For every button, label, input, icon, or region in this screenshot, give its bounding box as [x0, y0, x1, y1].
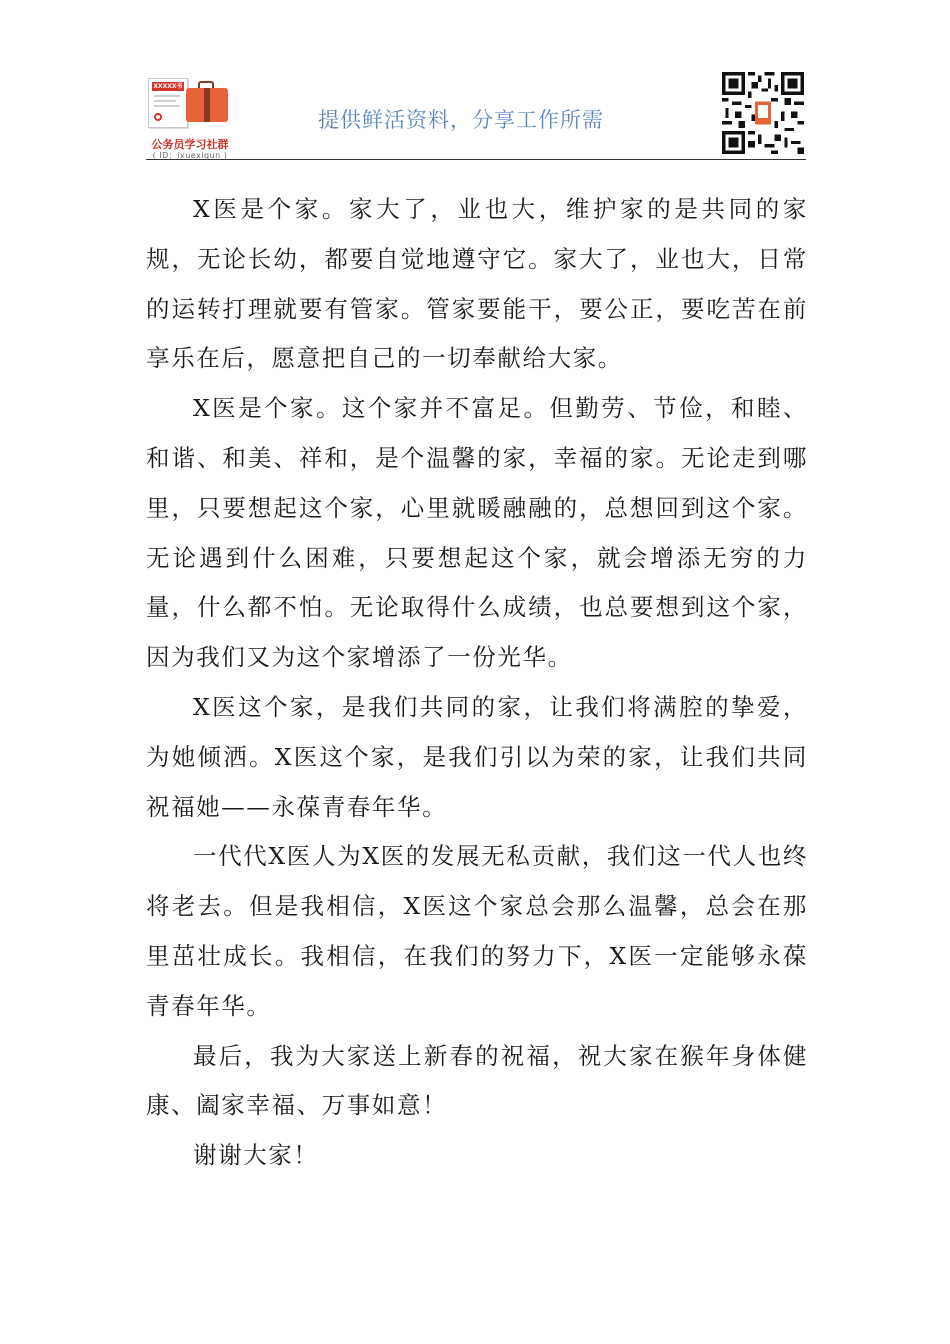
document-body	[146, 185, 808, 1181]
paragraph: X医是个家。这个家并不富足。但勤劳、节俭，和睦、和谐、和美、祥和，是个温馨的家，幸福的家。无论走到哪里，只要想起这个家，心里就暖融融的，总想回到这个家。无论遇到什么困难，只要想起这个家，就会增添无穷的力量，什么都不怕。无论取得什么成绩，也总要想到这个家，因为我们又为这个家增添了一份光华。	[146, 394, 808, 672]
paragraph: 一代代X医人为X医的发展无私贡献，我们这一代人也终将老去。但是我相信，X医这个家总会那么温馨，总会在那里茁壮成长。我相信，在我们的努力下，X医一定能够永葆青春年华。	[146, 842, 808, 1020]
paragraph: X医是个家。家大了，业也大，维护家的是共同的家规，无论长幼，都要自觉地遵守它。家大了，业也大，日常的运转打理就要有管家。管家要能干，要公正，要吃苦在前享乐在后，愿意把自己的一切奉献给大家。	[146, 195, 808, 373]
briefcase-icon	[186, 88, 228, 122]
header-slogan: 提供鲜活资料，分享工作所需	[318, 108, 604, 132]
document-icon	[148, 78, 188, 128]
seal-icon	[154, 113, 162, 121]
paragraph: X医这个家，是我们共同的家，让我们将满腔的挚爱，为她倾洒。X医这个家，是我们引以为荣的家，让我们共同祝福她——永葆青春年华。	[146, 692, 808, 821]
paragraph: 谢谢大家！	[193, 1141, 319, 1170]
logo-name: 公务员学习社群	[151, 138, 229, 151]
logo	[146, 74, 236, 158]
logo-badge: XXXXX书	[153, 83, 183, 90]
qr-code-icon[interactable]	[722, 72, 804, 154]
page-header	[146, 68, 806, 160]
header-divider	[146, 159, 806, 160]
logo-id: ( ID：ixuexiqun )	[152, 151, 228, 160]
paragraph: 最后，我为大家送上新春的祝福，祝大家在猴年身体健康、阖家幸福、万事如意！	[146, 1041, 808, 1120]
